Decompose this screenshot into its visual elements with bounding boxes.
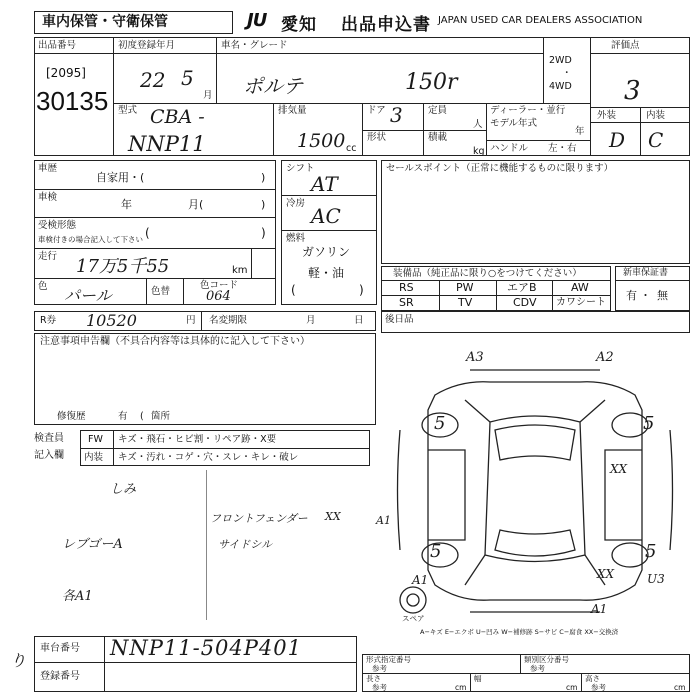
spec-height-sub: 参考	[591, 683, 606, 692]
note-a1: A1	[376, 514, 391, 527]
sales-points-label: セールスポイント（正常に機能するものに限ります）	[386, 163, 614, 174]
name-change-label: 名変期限	[209, 315, 248, 326]
reg-number-label: 登録番号	[40, 671, 80, 682]
spare-label: スペア	[402, 614, 425, 623]
post-loading-label: 後日品	[385, 314, 414, 325]
fuel-close: )	[359, 283, 364, 297]
color-label: 色	[38, 281, 48, 292]
spec-type-label: 形式指定番号	[366, 655, 411, 664]
drive-separator: ・	[562, 68, 572, 79]
equipment-label: 装備品（純正品に限り○をつけてください）	[393, 268, 582, 279]
model-year-unit: 年	[575, 126, 585, 137]
mileage-value: 17万5千55	[76, 256, 170, 277]
note-each: 各A1	[62, 589, 93, 604]
diagram-mark-a2: A2	[596, 350, 614, 365]
form-title: 出品申込書	[341, 15, 431, 35]
aircon-label: 冷房	[286, 198, 306, 209]
shape-label: 形状	[367, 132, 387, 143]
keep-type-label: 車内保管・守衛保管	[42, 14, 168, 30]
history-label: 車歴	[38, 163, 58, 174]
acceptance-note: 車検付きの場合記入して下さい	[38, 235, 143, 244]
model-code-1: CBA -	[150, 106, 205, 128]
chassis-side-mark: り	[10, 651, 27, 670]
fuel-light-oil: 軽・油	[308, 266, 345, 280]
name-change-month: 月	[306, 315, 316, 326]
spec-height-label: 高さ	[585, 674, 600, 683]
fuel-gas: ガソリン	[302, 245, 351, 259]
chassis-value: NNP11-504P401	[110, 636, 302, 660]
mileage-label: 走行	[38, 251, 58, 262]
tire-mark-fl: 5	[434, 413, 446, 434]
equip-tv: TV	[458, 296, 473, 309]
recycle-value: 10520	[86, 311, 137, 330]
doors-value: 3	[390, 103, 403, 127]
equip-cdv: CDV	[513, 296, 537, 309]
equip-sr: SR	[399, 296, 414, 309]
recycle-label: R券	[40, 315, 57, 326]
fuel-open: (	[291, 283, 296, 297]
equip-seat: カワシート	[556, 297, 606, 308]
note-front-fender: フロントフェンダー	[210, 512, 308, 525]
damage-legend: A−キズ E−エクボ U−凹み W−補修跡 S−サビ C−腐食 XX−交換済	[420, 628, 619, 636]
spec-height-unit: cm	[674, 683, 686, 692]
inspector-int-text: キズ・汚れ・コゲ・穴・スレ・キレ・破レ	[118, 452, 299, 463]
lot-sub-number: [2095]	[46, 66, 86, 80]
post-loading-block	[381, 311, 690, 333]
inspector-label-1: 検査員	[34, 433, 64, 444]
equip-rs: RS	[399, 281, 414, 294]
inspection-month-unit: 月(	[188, 198, 204, 211]
lot-label: 出品番号	[38, 40, 77, 51]
fuel-label: 燃料	[286, 233, 306, 244]
diagram-mark-a3: A3	[466, 350, 484, 365]
spec-width-unit: cm	[566, 683, 578, 692]
registration-month-unit: 月	[203, 90, 213, 101]
diagram-mark-a1-2: A1	[591, 602, 608, 616]
inspection-close: )	[261, 198, 266, 211]
spec-class-sub: 参考	[530, 664, 545, 673]
tire-mark-rl: 5	[430, 541, 442, 562]
spec-type-sub: 参考	[372, 664, 387, 673]
diagram-mark-xx-2: XX	[597, 567, 615, 581]
spec-width-label: 幅	[474, 674, 482, 683]
repair-have: 有	[118, 411, 128, 422]
inspection-year-unit: 年	[121, 198, 132, 211]
sales-points-block	[381, 160, 690, 264]
handle-label: ハンドル	[490, 143, 529, 154]
displacement-unit: cc	[346, 143, 357, 154]
evaluation-score: 3	[624, 76, 641, 106]
dealer-label: ディーラー・並行	[490, 105, 566, 116]
capacity-label: 定員	[428, 105, 448, 116]
acceptance-open: (	[145, 226, 150, 240]
association-name: JAPAN USED CAR DEALERS ASSOCIATION	[438, 15, 643, 26]
acceptance-label: 受検形態	[38, 220, 77, 231]
inspector-fw-label: FW	[88, 434, 103, 445]
diagram-mark-a1-1: A1	[412, 573, 429, 587]
car-name-label: 車名・グレード	[221, 40, 288, 51]
color-change-label: 色替	[151, 286, 171, 297]
registration-year: 22	[140, 68, 166, 92]
car-name-value: ポルテ	[243, 74, 303, 98]
load-label: 積載	[428, 132, 448, 143]
registration-month: 5	[181, 66, 194, 90]
mileage-unit: km	[232, 265, 248, 276]
inspector-int-label: 内装	[84, 452, 104, 463]
warranty-sep: ・	[640, 289, 651, 302]
notes-label: 注意事項申告欄（不具合内容等は具体的に記入して下さい）	[40, 336, 310, 347]
repair-open: (	[140, 411, 144, 422]
model-code-2: NNP11	[128, 132, 206, 156]
shift-label: シフト	[286, 163, 315, 174]
recycle-unit: 円	[186, 315, 196, 326]
ju-logo-icon: JU	[247, 10, 267, 31]
load-unit: kg	[473, 146, 485, 157]
tire-mark-rr: 5	[645, 541, 657, 562]
logo-text: 愛知	[281, 15, 317, 35]
equip-pw: PW	[456, 281, 474, 294]
repair-label: 修復歴	[57, 411, 86, 422]
warranty-yes: 有	[626, 289, 637, 302]
equip-aw: AW	[571, 281, 589, 294]
tire-mark-fr: 5	[643, 413, 655, 434]
note-side-sill: サイドシル	[218, 538, 272, 551]
history-close: )	[261, 171, 266, 184]
acceptance-close: )	[261, 226, 266, 240]
displacement-value: 1500	[297, 130, 346, 152]
drive-4wd: 4WD	[549, 81, 572, 92]
color-value: パール	[64, 286, 112, 305]
handle-options: 左・右	[548, 143, 577, 154]
warranty-label: 新車保証書	[623, 268, 669, 278]
displacement-label: 排気量	[278, 105, 307, 116]
diagram-mark-xx-1: XX	[610, 462, 628, 476]
lot-number: 30135	[36, 86, 109, 116]
color-code-value: 064	[206, 289, 231, 304]
spec-length-unit: cm	[455, 683, 467, 692]
equip-airbag: エアB	[507, 281, 537, 294]
color-code-label: 色コード	[200, 280, 239, 291]
note-rev-gauge: レブゴーA	[62, 537, 123, 552]
note-xx: XX	[325, 510, 341, 523]
aircon-value: AC	[311, 204, 341, 228]
interior-label: 内装	[646, 110, 666, 121]
exterior-label: 外装	[597, 110, 617, 121]
drive-2wd: 2WD	[549, 55, 572, 66]
evaluation-label: 評価点	[611, 40, 640, 51]
model-label: 型式	[118, 105, 138, 116]
repair-place: 箇所	[151, 411, 171, 422]
diagram-mark-u3: U3	[647, 572, 665, 586]
doors-label: ドア	[367, 105, 386, 116]
registration-label: 初度登録年月	[118, 40, 176, 51]
shift-value: AT	[311, 172, 338, 196]
spec-length-sub: 参考	[372, 683, 387, 692]
inspector-label-2: 記入欄	[34, 450, 64, 461]
inspection-label: 車検	[38, 192, 58, 203]
exterior-grade: D	[609, 128, 626, 152]
capacity-unit: 人	[473, 119, 483, 130]
history-value: 自家用・(	[96, 171, 145, 184]
spec-length-label: 長さ	[366, 674, 381, 683]
warranty-no: 無	[657, 289, 668, 302]
inspector-fw-text: キズ・飛石・ヒビ割・リペア跡・X要	[118, 434, 277, 445]
chassis-label: 車台番号	[40, 643, 80, 654]
car-grade-value: 150r	[405, 70, 458, 95]
spec-class-label: 類別区分番号	[524, 655, 569, 664]
name-change-day: 日	[354, 315, 364, 326]
interior-grade: C	[648, 128, 664, 152]
note-stain: しみ	[110, 482, 137, 497]
model-year-label: モデル年式	[490, 118, 538, 129]
